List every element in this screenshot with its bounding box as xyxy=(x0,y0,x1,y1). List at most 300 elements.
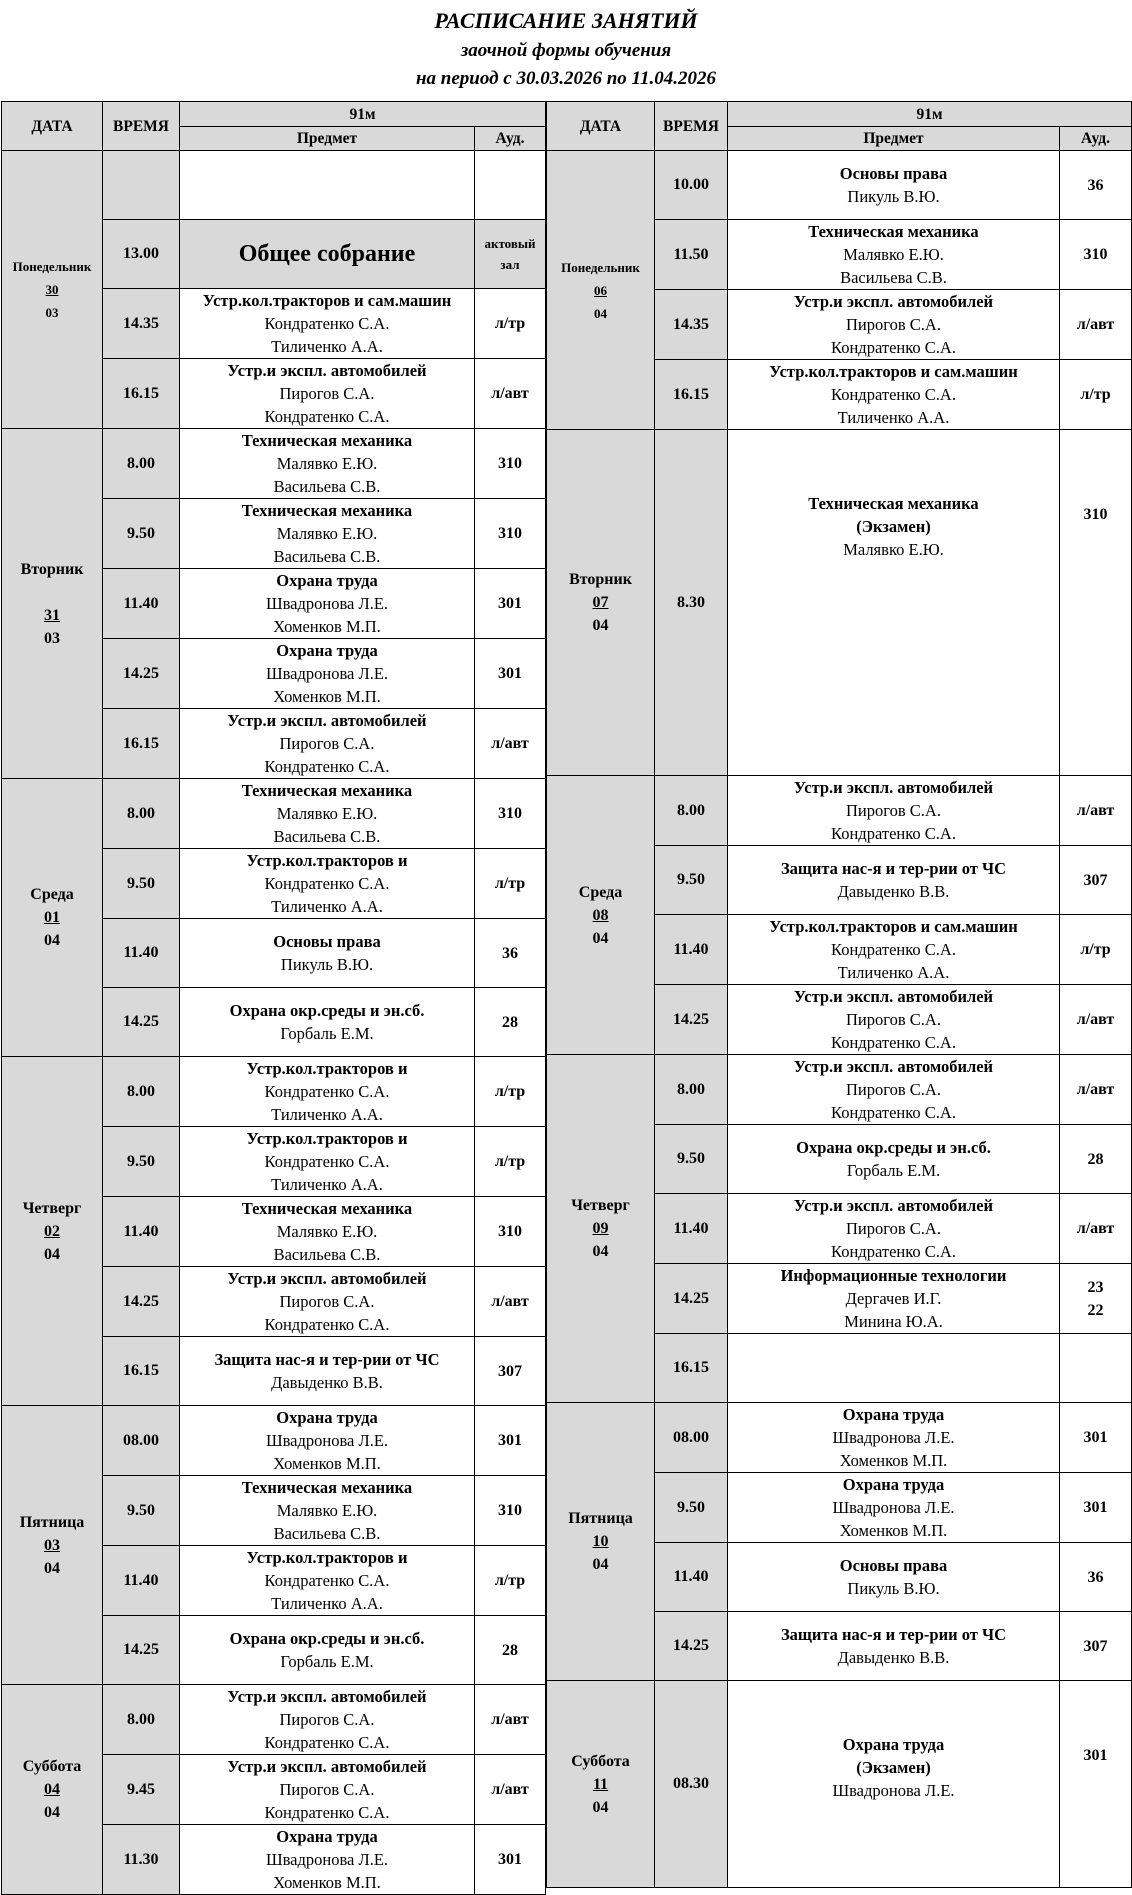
teacher-name: Давыденко В.В. xyxy=(271,1373,383,1392)
teacher-name: Васильева С.В. xyxy=(840,268,947,287)
teacher-name: Пирогов С.А. xyxy=(846,1080,941,1099)
room-value: л/авт xyxy=(491,1293,529,1310)
schedule-row xyxy=(547,776,1132,846)
subject-cell xyxy=(180,289,475,359)
subject-name: Общее собрание xyxy=(238,240,416,267)
day-name: Суббота xyxy=(571,1752,630,1770)
room-cell xyxy=(1060,1681,1132,1888)
month-number: 04 xyxy=(592,1798,609,1816)
day-number: 11 xyxy=(592,1775,609,1793)
month-number: 04 xyxy=(592,1556,609,1573)
time-cell: 8.30 xyxy=(655,430,728,776)
subject-cell xyxy=(728,1473,1060,1543)
day-cell xyxy=(547,1055,655,1403)
day-name: Пятница xyxy=(19,1513,85,1531)
day-number: 04 xyxy=(44,1781,60,1798)
room-value: 310 xyxy=(1083,246,1108,263)
subject-name: Устр.и экспл. автомобилей xyxy=(793,292,994,311)
time-cell: 13.00 xyxy=(103,220,180,289)
time-cell: 11.50 xyxy=(655,220,728,290)
day-number: 10 xyxy=(592,1533,609,1550)
time-cell: 14.25 xyxy=(103,1616,180,1685)
room-value: 36 xyxy=(1087,1568,1104,1586)
teacher-name: Швадронова Л.Е. xyxy=(832,1781,955,1800)
room-cell xyxy=(475,1406,546,1476)
room-cell xyxy=(1060,220,1132,290)
room-cell xyxy=(1060,1055,1132,1125)
month-number: 04 xyxy=(592,929,609,947)
subject-name: Техническая механика xyxy=(808,222,979,241)
time-cell: 8.00 xyxy=(655,776,728,846)
teacher-name: Пирогов С.А. xyxy=(279,734,375,753)
room-cell xyxy=(1060,1194,1132,1264)
room-value: 310 xyxy=(498,1223,522,1240)
schedule-row xyxy=(2,1057,546,1127)
room-cell xyxy=(1060,1334,1132,1403)
subject-name: Охрана труда xyxy=(842,1405,945,1424)
time-cell: 14.25 xyxy=(655,1264,728,1334)
subject-name: Техническая механика xyxy=(241,431,413,450)
room-cell xyxy=(1060,1612,1132,1681)
time-cell: 9.50 xyxy=(103,849,180,919)
teacher-name: Малявко Е.Ю. xyxy=(276,524,378,543)
teacher-name: Пикуль В.Ю. xyxy=(280,955,374,974)
room-cell xyxy=(1060,846,1132,915)
room-value: 28 xyxy=(502,1013,518,1031)
room-value: л/авт xyxy=(1076,1081,1115,1098)
teacher-name: Тиличенко А.А. xyxy=(837,408,950,427)
subject-cell xyxy=(728,220,1060,290)
day-number: 01 xyxy=(44,909,60,926)
subject-cell xyxy=(180,1825,475,1895)
month-number: 04 xyxy=(44,1559,60,1577)
day-number: 30 xyxy=(45,282,59,297)
schedule-row xyxy=(2,1406,546,1476)
time-cell: 8.00 xyxy=(103,1685,180,1755)
teacher-name: Пикуль В.Ю. xyxy=(847,187,940,206)
subject-cell xyxy=(180,1197,475,1267)
subject-name: Охрана окр.среды и эн.сб. xyxy=(229,1001,425,1020)
subject-name: Техническая механика xyxy=(241,1199,413,1218)
teacher-name: Горбаль Е.М. xyxy=(280,1024,374,1043)
subject-cell xyxy=(728,1681,1060,1888)
day-name: Понедельник xyxy=(12,259,92,274)
month-number: 04 xyxy=(44,1804,60,1821)
day-name: Суббота xyxy=(22,1758,82,1775)
teacher-name: Кондратенко С.А. xyxy=(264,1733,390,1752)
teacher-name: Васильева С.В. xyxy=(273,1245,381,1264)
subject-cell xyxy=(728,1055,1060,1125)
time-cell: 14.25 xyxy=(103,1267,180,1337)
time-cell: 11.40 xyxy=(103,1546,180,1616)
teacher-name: Кондратенко С.А. xyxy=(831,1033,956,1052)
day-name: Вторник xyxy=(569,571,632,588)
room-cell xyxy=(475,151,546,220)
month-number: 04 xyxy=(44,932,60,949)
subject-cell xyxy=(180,151,475,220)
room-cell xyxy=(1060,430,1132,776)
schedule-week-1 xyxy=(1,101,546,1895)
room-cell xyxy=(475,1685,546,1755)
time-cell: 11.40 xyxy=(655,1194,728,1264)
header-room: Ауд. xyxy=(1060,127,1132,151)
subject-cell xyxy=(728,360,1060,430)
teacher-name: Малявко Е.Ю. xyxy=(276,454,378,473)
subject-cell xyxy=(180,1546,475,1616)
room-cell xyxy=(1060,1403,1132,1473)
subject-name: Основы права xyxy=(839,164,948,183)
room-cell xyxy=(475,289,546,359)
room-cell xyxy=(475,1476,546,1546)
day-name: Вторник xyxy=(20,560,84,578)
room-value: л/авт xyxy=(1076,1011,1115,1028)
header-date: ДАТА xyxy=(547,102,655,151)
time-cell: 11.40 xyxy=(103,569,180,639)
time-cell: 9.45 xyxy=(103,1755,180,1825)
subject-name: Устр.и экспл. автомобилей xyxy=(793,778,994,797)
subject-cell xyxy=(180,1127,475,1197)
month-number: 03 xyxy=(45,305,59,320)
room-value: л/авт xyxy=(1076,1220,1115,1237)
teacher-name: Кондратенко С.А. xyxy=(264,1571,390,1590)
time-cell: 08.30 xyxy=(655,1681,728,1888)
room-value: л/авт xyxy=(1076,316,1115,333)
schedule-table xyxy=(546,101,1132,1888)
room-value: л/авт xyxy=(1076,802,1115,819)
teacher-name: Тиличенко А.А. xyxy=(271,897,383,916)
teacher-name: Кондратенко С.А. xyxy=(264,1082,390,1101)
day-number: 03 xyxy=(44,1536,60,1554)
subject-name: Устр.и экспл. автомобилей xyxy=(793,1057,994,1076)
time-cell: 8.00 xyxy=(655,1055,728,1125)
room-value: 23 xyxy=(1087,1278,1104,1296)
room-value: л/авт xyxy=(491,735,529,752)
subject-cell xyxy=(180,499,475,569)
teacher-name: Тиличенко А.А. xyxy=(837,963,950,982)
day-number: 09 xyxy=(592,1220,609,1237)
teacher-name: Кондратенко С.А. xyxy=(831,1103,956,1122)
subject-name: Устр.кол.тракторов и xyxy=(246,851,408,870)
room-value: 310 xyxy=(498,525,522,542)
subject-cell xyxy=(180,919,475,988)
subject-name: Информационные технологии xyxy=(780,1266,1007,1285)
subject-name: Охрана окр.среды и эн.сб. xyxy=(796,1138,991,1157)
header-date: ДАТА xyxy=(2,102,103,151)
teacher-name: Кондратенко С.А. xyxy=(264,1315,390,1334)
subject-cell xyxy=(180,849,475,919)
time-cell: 11.40 xyxy=(655,1543,728,1612)
subject-name: Устр.кол.тракторов и xyxy=(246,1129,408,1148)
subject-cell xyxy=(180,1337,475,1406)
subject-name: Устр.кол.тракторов и сам.машин xyxy=(202,291,452,310)
teacher-name: Кондратенко С.А. xyxy=(264,1803,390,1822)
teacher-name: Хоменков М.П. xyxy=(273,617,381,636)
schedule-row xyxy=(547,1681,1132,1888)
time-cell: 16.15 xyxy=(103,709,180,779)
time-cell: 11.40 xyxy=(103,919,180,988)
teacher-name: Васильева С.В. xyxy=(273,1524,381,1543)
schedule-row xyxy=(547,151,1132,220)
subject-cell xyxy=(728,1194,1060,1264)
schedule-row xyxy=(2,151,546,220)
time-cell: 14.25 xyxy=(655,1612,728,1681)
day-number: 08 xyxy=(592,906,609,924)
subject-name: Устр.и экспл. автомобилей xyxy=(227,1757,427,1776)
subject-cell xyxy=(180,1476,475,1546)
teacher-name: Швадронова Л.Е. xyxy=(265,1431,389,1450)
day-cell xyxy=(547,430,655,776)
teacher-name: Малявко Е.Ю. xyxy=(276,1501,378,1520)
header-group: 91м xyxy=(728,102,1132,127)
room-cell xyxy=(475,1546,546,1616)
subject-name: Охрана труда xyxy=(276,1827,378,1846)
day-cell xyxy=(547,1403,655,1681)
teacher-name: Малявко Е.Ю. xyxy=(276,1222,378,1241)
room-value: 307 xyxy=(498,1362,522,1380)
teacher-name: Кондратенко С.А. xyxy=(264,314,390,333)
room-value: 28 xyxy=(502,1641,518,1659)
room-cell xyxy=(1060,1125,1132,1194)
teacher-name: Васильева С.В. xyxy=(273,547,381,566)
teacher-name: Хоменков М.П. xyxy=(839,1521,948,1540)
room-cell xyxy=(475,849,546,919)
subject-name: Устр.и экспл. автомобилей xyxy=(793,1196,994,1215)
day-cell xyxy=(547,776,655,1055)
subject-name: Устр.и экспл. автомобилей xyxy=(227,1269,427,1288)
teacher-name: Кондратенко С.А. xyxy=(831,824,956,843)
room-cell xyxy=(475,499,546,569)
subject-cell xyxy=(728,915,1060,985)
room-value: л/тр xyxy=(494,875,526,892)
teacher-name: Хоменков М.П. xyxy=(273,1873,381,1892)
time-cell: 14.25 xyxy=(103,639,180,709)
time-cell: 8.00 xyxy=(103,1057,180,1127)
teacher-name: Васильева С.В. xyxy=(273,477,381,496)
header-subject: Предмет xyxy=(180,127,475,151)
room-value: 310 xyxy=(1083,506,1108,523)
subject-name: Охрана труда xyxy=(842,1475,945,1494)
month-number: 04 xyxy=(592,1243,609,1260)
teacher-name: Кондратенко С.А. xyxy=(831,940,956,959)
room-value: 36 xyxy=(1087,176,1104,194)
room-value: л/тр xyxy=(494,1572,526,1589)
day-number: 06 xyxy=(594,282,607,298)
subject-name: Техническая механика xyxy=(241,1478,413,1497)
room-value: 301 xyxy=(1083,1499,1108,1516)
room-value: 307 xyxy=(1083,1637,1108,1655)
teacher-name: Швадронова Л.Е. xyxy=(265,594,389,613)
teacher-name: Пирогов С.А. xyxy=(279,1292,375,1311)
header-time: ВРЕМЯ xyxy=(103,102,180,151)
subject-cell xyxy=(180,569,475,639)
schedule-week-2 xyxy=(546,101,1132,1888)
room-value: 307 xyxy=(1083,871,1108,889)
teacher-name: Кондратенко С.А. xyxy=(264,1152,390,1171)
room-value: л/тр xyxy=(494,1083,526,1100)
subject-cell xyxy=(728,1403,1060,1473)
schedule-row xyxy=(547,1055,1132,1125)
time-cell: 14.25 xyxy=(103,988,180,1057)
room-value: 22 xyxy=(1087,1301,1104,1319)
subject-cell xyxy=(180,988,475,1057)
teacher-name: Хоменков М.П. xyxy=(273,1454,381,1473)
subject-cell xyxy=(728,985,1060,1055)
room-value: 301 xyxy=(498,665,522,682)
subject-name: Техническая механика xyxy=(241,501,413,520)
header-row xyxy=(2,102,546,127)
teacher-name: Минина Ю.А. xyxy=(844,1312,943,1331)
room-value: 301 xyxy=(1083,1747,1108,1764)
time-cell: 16.15 xyxy=(103,1337,180,1406)
time-cell: 16.15 xyxy=(655,1334,728,1403)
room-value: 310 xyxy=(498,1502,522,1519)
subject-cell xyxy=(728,430,1060,776)
document-subtitle: заочной формы обучения xyxy=(460,40,672,61)
subject-cell xyxy=(728,1543,1060,1612)
time-cell: 16.15 xyxy=(103,359,180,429)
subject-cell xyxy=(728,1612,1060,1681)
teacher-name: Горбаль Е.М. xyxy=(280,1652,374,1671)
room-cell xyxy=(475,1337,546,1406)
teacher-name: Тиличенко А.А. xyxy=(271,1594,383,1613)
teacher-name: Швадронова Л.Е. xyxy=(265,1850,389,1869)
teacher-name: Кондратенко С.А. xyxy=(264,757,390,776)
room-cell xyxy=(475,1825,546,1895)
day-cell xyxy=(2,429,103,779)
time-cell: 16.15 xyxy=(655,360,728,430)
header-time: ВРЕМЯ xyxy=(655,102,728,151)
subject-cell xyxy=(728,1125,1060,1194)
teacher-name: Пирогов С.А. xyxy=(846,1010,941,1029)
time-cell: 11.30 xyxy=(103,1825,180,1895)
subject-cell xyxy=(728,290,1060,360)
day-name: Четверг xyxy=(571,1197,630,1214)
teacher-name: Малявко Е.Ю. xyxy=(843,540,944,559)
room-cell xyxy=(475,919,546,988)
subject-cell xyxy=(728,1334,1060,1403)
subject-name: Защита нас-я и тер-рии от ЧС xyxy=(780,1625,1007,1644)
exam-label: (Экзамен) xyxy=(856,1758,931,1777)
room-value: л/тр xyxy=(494,315,526,332)
time-cell: 9.50 xyxy=(655,1125,728,1194)
room-cell xyxy=(1060,290,1132,360)
teacher-name: Кондратенко С.А. xyxy=(264,874,390,893)
room-value: 310 xyxy=(498,455,522,472)
subject-name: Охрана труда xyxy=(276,571,378,590)
subject-name: Устр.кол.тракторов и сам.машин xyxy=(769,362,1018,381)
day-cell xyxy=(2,1685,103,1895)
subject-cell xyxy=(180,1406,475,1476)
subject-name: Охрана труда xyxy=(276,1408,378,1427)
header-subject: Предмет xyxy=(728,127,1060,151)
time-cell: 11.40 xyxy=(103,1197,180,1267)
teacher-name: Васильева С.В. xyxy=(273,827,381,846)
room-cell xyxy=(1060,1264,1132,1334)
month-number: 03 xyxy=(44,629,60,647)
room-value: л/тр xyxy=(1080,941,1111,958)
room-cell xyxy=(475,1755,546,1825)
room-cell xyxy=(475,1057,546,1127)
room-value: 28 xyxy=(1087,1150,1104,1168)
time-cell: 9.50 xyxy=(655,846,728,915)
subject-name: Техническая механика xyxy=(241,781,413,800)
room-value: актовый зал xyxy=(484,236,536,272)
room-cell xyxy=(475,1616,546,1685)
subject-name: Устр.и экспл. автомобилей xyxy=(227,361,427,380)
month-number: 04 xyxy=(44,1245,60,1263)
subject-cell xyxy=(180,220,475,289)
subject-name: Устр.кол.тракторов и xyxy=(246,1059,408,1078)
subject-name: Основы права xyxy=(839,1556,948,1575)
header-group: 91м xyxy=(180,102,546,127)
room-value: 310 xyxy=(498,805,522,822)
subject-cell xyxy=(180,1685,475,1755)
room-value: л/авт xyxy=(491,1781,529,1798)
subject-cell xyxy=(728,776,1060,846)
schedule-row xyxy=(547,430,1132,776)
time-cell: 08.00 xyxy=(103,1406,180,1476)
room-value: л/тр xyxy=(494,1153,526,1170)
subject-cell xyxy=(728,846,1060,915)
teacher-name: Тиличенко А.А. xyxy=(271,1105,383,1124)
room-cell xyxy=(475,1197,546,1267)
subject-cell xyxy=(180,1616,475,1685)
subject-name: Охрана труда xyxy=(276,641,378,660)
time-cell xyxy=(103,151,180,220)
teacher-name: Кондратенко С.А. xyxy=(831,385,956,404)
subject-name: Техническая механика xyxy=(808,494,979,513)
teacher-name: Дергачев И.Г. xyxy=(845,1289,942,1308)
teacher-name: Швадронова Л.Е. xyxy=(832,1498,955,1517)
teacher-name: Давыденко В.В. xyxy=(837,1648,950,1667)
time-cell: 8.00 xyxy=(103,429,180,499)
subject-name: Устр.кол.тракторов и сам.машин xyxy=(769,917,1018,936)
day-name: Среда xyxy=(578,883,623,901)
room-cell xyxy=(475,569,546,639)
document-header xyxy=(0,0,1132,100)
header-room: Ауд. xyxy=(475,127,546,151)
subject-cell xyxy=(180,359,475,429)
room-cell xyxy=(1060,1543,1132,1612)
day-name: Четверг xyxy=(22,1199,82,1217)
day-name: Пятница xyxy=(568,1510,633,1527)
day-name: Понедельник xyxy=(561,259,640,275)
room-value: 301 xyxy=(498,1851,522,1868)
subject-cell xyxy=(180,1057,475,1127)
day-cell xyxy=(547,1681,655,1888)
subject-cell xyxy=(180,429,475,499)
schedule-row xyxy=(2,1685,546,1755)
time-cell: 10.00 xyxy=(655,151,728,220)
room-value: л/авт xyxy=(491,1711,529,1728)
subject-name: Защита нас-я и тер-рии от ЧС xyxy=(214,1350,440,1369)
room-cell xyxy=(475,639,546,709)
header-row xyxy=(547,102,1132,127)
room-cell xyxy=(1060,360,1132,430)
subject-cell xyxy=(728,151,1060,220)
time-cell: 9.50 xyxy=(103,499,180,569)
time-cell: 8.00 xyxy=(103,779,180,849)
room-cell xyxy=(1060,1473,1132,1543)
teacher-name: Швадронова Л.Е. xyxy=(832,1428,955,1447)
schedule-table xyxy=(1,101,546,1895)
teacher-name: Тиличенко А.А. xyxy=(271,1175,383,1194)
teacher-name: Кондратенко С.А. xyxy=(264,407,390,426)
room-cell xyxy=(475,429,546,499)
schedule-row xyxy=(547,1403,1132,1473)
subject-name: Защита нас-я и тер-рии от ЧС xyxy=(780,859,1007,878)
teacher-name: Пирогов С.А. xyxy=(846,801,941,820)
